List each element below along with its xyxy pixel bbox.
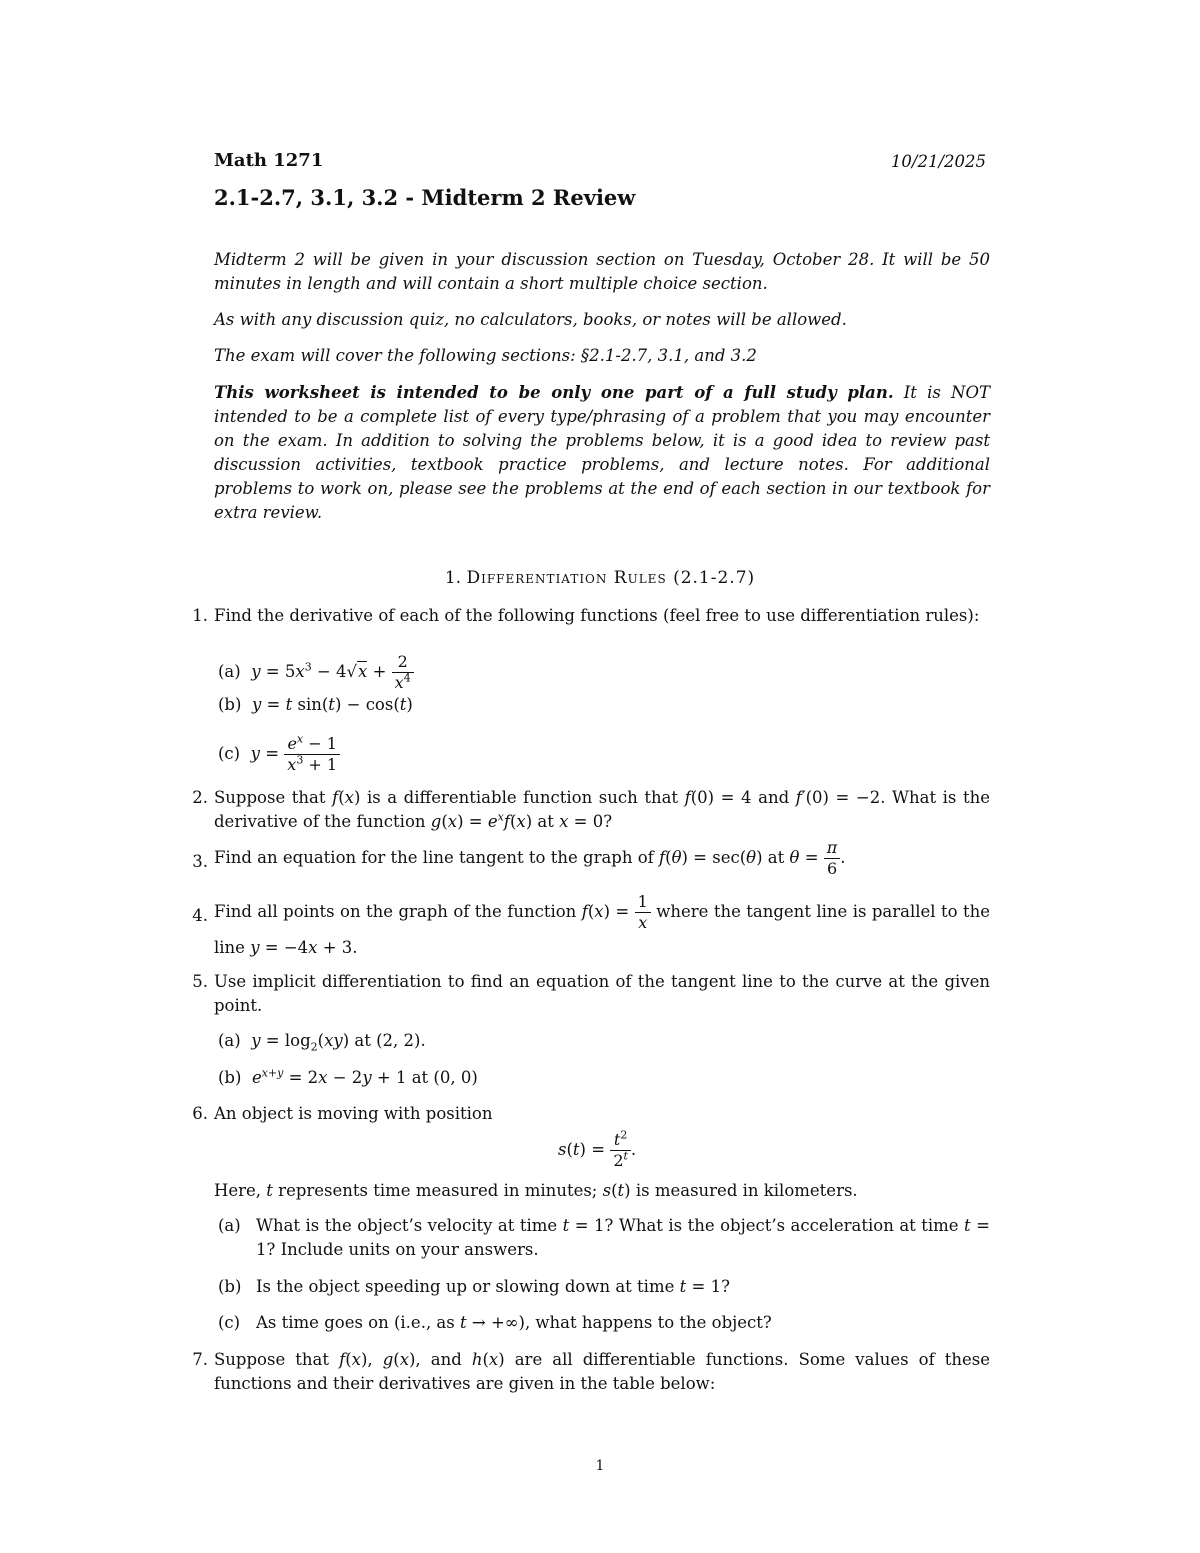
question-6b-text: Is the object speeding up or slowing down at time t = 1? [256,1277,730,1296]
question-2-text: Suppose that f(x) is a differentiable function such that f(0) = 4 and f′(0) = −2. What is the derivative of the function $g(x) = e^xf(x)$ at x = 0? [214,788,990,831]
section-heading [0,568,1200,588]
question-6-context: Here, t represents time measured in minutes; s(t) is measured in kilometers. [214,1181,858,1200]
question-5b-label: (b) [218,1068,242,1087]
fraction: $\frac{t^2}{2^t}$ [610,1130,631,1171]
section-title: Differentiation Rules (2.1-2.7) [466,568,756,588]
fraction: $\frac{2}{x^4}$ [392,652,414,693]
question-3-text: Find an equation for the line tangent to the graph of f(θ) = sec(θ) at θ = $\frac{\pi}{6}$ . [214,838,846,878]
question-3-number: 3. [192,852,208,871]
question-7-number: 7. [192,1350,208,1369]
question-1a-label: (a) [218,662,241,681]
question-5b: (b) $e^{x+y} = 2x - 2y + 1$ at (0, 0) [218,1066,478,1087]
question-1b-label: (b) [218,695,242,714]
question-6b-label: (b) [218,1277,242,1296]
question-6c-label: (c) [218,1313,241,1332]
question-1a: (a) $y = 5x^3 - 4√x$ + $\frac{2}{x^4}$ [218,652,978,693]
question-5-text: Use implicit differentiation to find an equation of the tangent line to the curve at the given point. [214,972,990,1015]
question-4-number: 4. [192,906,208,925]
question-5a-label: (a) [218,1031,241,1050]
question-6a-text: What is the object’s velocity at time t = 1? What is the object’s acceleration at time t = 1? Include units on your answers. [256,1216,990,1259]
intro-paragraph-3: The exam will cover the following sections: §2.1-2.7, 3.1, and 3.2 [214,346,757,365]
section-number: 1. [444,568,462,588]
question-5a: (a) $y = \log_2(xy)$ at (2, 2). [218,1031,426,1054]
study-plan-emphasis: This worksheet is intended to be only one part of a full study plan. [214,383,894,402]
document-title: 2.1-2.7, 3.1, 3.2 - Midterm 2 Review [214,185,636,210]
intro-paragraph-2: As with any discussion quiz, no calculators, books, or notes will be allowed. [214,310,847,329]
question-4-text: Find all points on the graph of the function f(x) = $\frac{1}{x}$ where the tangent line is parallel to the line y = −4x + 3. [214,892,990,957]
question-5-number: 5. [192,972,208,991]
fraction: $\frac{\pi}{6}$ [824,838,841,879]
intro-paragraph-4 [214,381,990,525]
date-label: 10/21/2025 [890,152,986,171]
study-plan-text: It is NOT intended to be a complete list of every type/phrasing of a problem that you may encounter on the exam. In addition to solving the problems below, it is a good idea to review past discussion activities, textbook practice problems, and lecture notes. For additional problems to work on, please see the problems at the end of each section in our textbook for extra review. [214,383,990,522]
fraction: $\frac{1}{x}$ [635,892,651,933]
question-6c-text: As time goes on (i.e., as t → +∞), what happens to the object? [256,1313,772,1332]
question-6a-label: (a) [218,1216,241,1235]
question-1-text: Find the derivative of each of the following functions (feel free to use differentiation rules): [214,606,980,625]
question-6-number: 6. [192,1104,208,1123]
intro-paragraph-1: Midterm 2 will be given in your discussion section on Tuesday, October 28. It will be 50 minutes in length and will contain a short multiple choice section. [214,250,990,293]
position-equation: s(t) = $\frac{t^2}{2^t}$ . [558,1128,637,1170]
page-number: 1 [595,1458,605,1474]
question-1c-label: (c) [218,744,241,763]
question-1b: (b) y = t sin(t) − cos(t) [218,695,413,714]
question-2-number: 2. [192,788,208,807]
question-1c: (c) y = $\frac{e^x - 1}{x^3 + 1}$ [218,734,978,775]
question-6-text: An object is moving with position [214,1104,493,1123]
course-label: Math 1271 [214,150,324,171]
question-1-number: 1. [192,606,208,625]
question-7-text: Suppose that f(x), g(x), and h(x) are all differentiable functions. Some values of these functions and their derivatives are given in the table below: [214,1350,990,1393]
fraction: $\frac{e^x - 1}{x^3 + 1}$ [284,734,340,775]
